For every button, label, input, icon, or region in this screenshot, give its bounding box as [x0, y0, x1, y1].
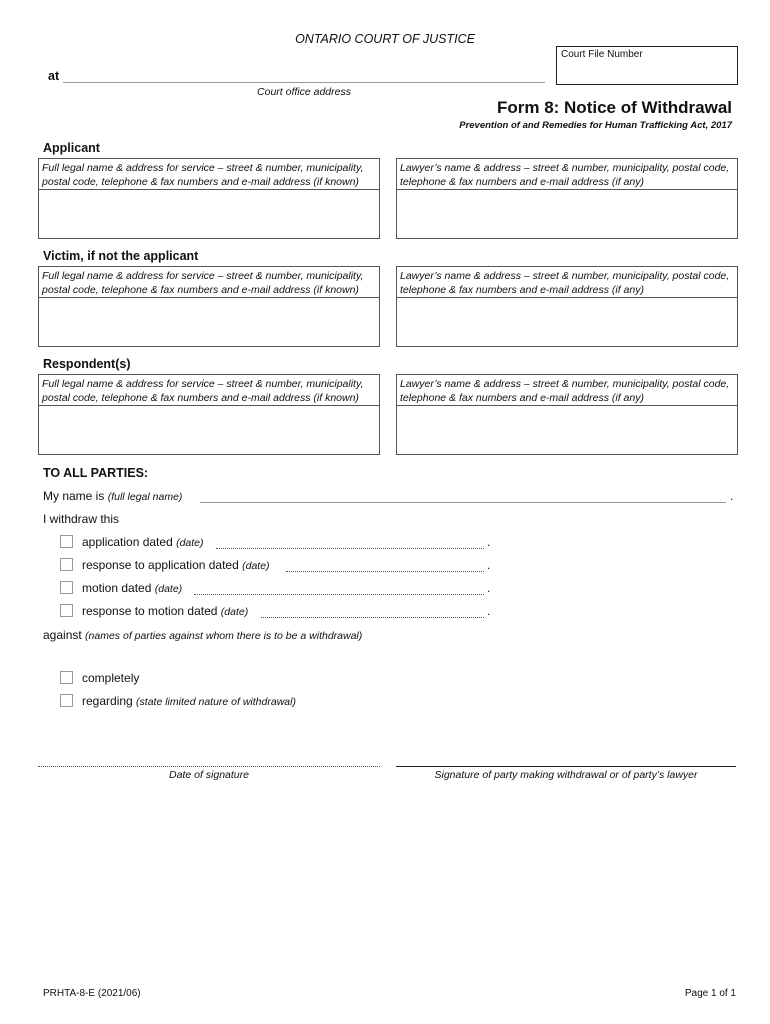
- my-name-is-label: [43, 489, 182, 503]
- page-number: Page 1 of 1: [684, 988, 736, 999]
- my-name-is-text: My name is: [43, 489, 105, 503]
- response-to-motion-checkbox[interactable]: [60, 604, 73, 617]
- response-to-application-date-field[interactable]: [286, 559, 484, 572]
- applicant-address-label: Full legal name & address for service – street & number, municipality, postal code, telephone & fax numbers and e-mail address (if known): [39, 159, 379, 190]
- applicant-lawyer-box[interactable]: [396, 158, 738, 239]
- act-subtitle: Prevention of and Remedies for Human Trafficking Act, 2017: [459, 120, 732, 131]
- response-to-motion-period: .: [487, 604, 491, 618]
- i-withdraw-label: I withdraw this: [43, 512, 120, 526]
- court-file-number-label: Court File Number: [561, 49, 643, 60]
- date-of-signature-caption: Date of signature: [169, 769, 249, 781]
- regarding-checkbox[interactable]: [60, 694, 73, 707]
- completely-checkbox[interactable]: [60, 671, 73, 684]
- regarding-label: regarding: [82, 694, 133, 708]
- motion-item-label: [82, 581, 182, 595]
- respondent-address-box[interactable]: [38, 374, 380, 455]
- against-label: [43, 628, 362, 642]
- name-period: .: [730, 489, 734, 503]
- motion-label: motion dated: [82, 581, 152, 595]
- response-to-application-item-label: [82, 558, 270, 572]
- court-office-address-field[interactable]: [63, 82, 545, 83]
- application-checkbox[interactable]: [60, 535, 73, 548]
- victim-title: Victim, if not the applicant: [43, 249, 199, 263]
- response-to-motion-label: response to motion dated: [82, 604, 218, 618]
- at-label: at: [48, 69, 60, 83]
- response-to-application-checkbox[interactable]: [60, 558, 73, 571]
- respondent-address-label: Full legal name & address for service – street & number, municipality, postal code, telephone & fax numbers and e-mail address (if known): [39, 375, 379, 406]
- victim-address-box[interactable]: [38, 266, 380, 347]
- form-code: PRHTA-8-E (2021/06): [43, 988, 141, 999]
- against-hint: (names of parties against whom there is to be a withdrawal): [85, 630, 363, 642]
- applicant-title: Applicant: [43, 141, 100, 155]
- application-item-label: [82, 535, 204, 549]
- victim-lawyer-box[interactable]: [396, 266, 738, 347]
- court-office-address-caption: Court office address: [257, 86, 351, 98]
- victim-lawyer-label: Lawyer’s name & address – street & number, municipality, postal code, telephone & fax numbers and e-mail address (if any): [397, 267, 737, 298]
- motion-date-hint: (date): [154, 583, 183, 595]
- against-parties-field[interactable]: [43, 645, 736, 663]
- response-to-application-label: response to application dated: [82, 558, 239, 572]
- form-title: Form 8: Notice of Withdrawal: [496, 98, 732, 117]
- application-date-hint: (date): [176, 537, 204, 549]
- response-to-application-period: .: [487, 558, 491, 572]
- against-text: against: [43, 628, 82, 642]
- response-to-motion-item-label: [82, 604, 248, 618]
- application-label: application dated: [82, 535, 173, 549]
- regarding-field[interactable]: [82, 711, 736, 751]
- regarding-hint: (state limited nature of withdrawal): [136, 696, 296, 708]
- application-period: .: [487, 535, 491, 549]
- response-to-motion-date-hint: (date): [220, 606, 249, 618]
- regarding-item-label: [82, 694, 296, 708]
- court-title: ONTARIO COURT OF JUSTICE: [295, 32, 475, 46]
- response-to-application-date-hint: (date): [242, 560, 270, 572]
- applicant-lawyer-label: Lawyer’s name & address – street & number, municipality, postal code, telephone & fax numbers and e-mail address (if any): [397, 159, 737, 190]
- motion-period: .: [487, 581, 491, 595]
- motion-date-field[interactable]: [194, 582, 484, 595]
- victim-address-label: Full legal name & address for service – street & number, municipality, postal code, telephone & fax numbers and e-mail address (if known): [39, 267, 379, 298]
- court-file-number-field[interactable]: [556, 46, 738, 85]
- completely-label: completely: [82, 671, 140, 685]
- response-to-motion-date-field[interactable]: [261, 605, 484, 618]
- applicant-address-box[interactable]: [38, 158, 380, 239]
- date-of-signature-field[interactable]: [38, 752, 380, 767]
- application-date-field[interactable]: [216, 536, 484, 549]
- full-legal-name-field[interactable]: [200, 489, 726, 503]
- respondent-lawyer-label: Lawyer’s name & address – street & number, municipality, postal code, telephone & fax numbers and e-mail address (if any): [397, 375, 737, 406]
- respondents-title: Respondent(s): [43, 357, 131, 371]
- full-legal-name-hint: (full legal name): [107, 491, 183, 503]
- respondent-lawyer-box[interactable]: [396, 374, 738, 455]
- signature-caption: Signature of party making withdrawal or of party’s lawyer: [434, 769, 698, 781]
- signature-field[interactable]: [396, 752, 736, 767]
- to-all-parties-heading: TO ALL PARTIES:: [43, 466, 149, 480]
- motion-checkbox[interactable]: [60, 581, 73, 594]
